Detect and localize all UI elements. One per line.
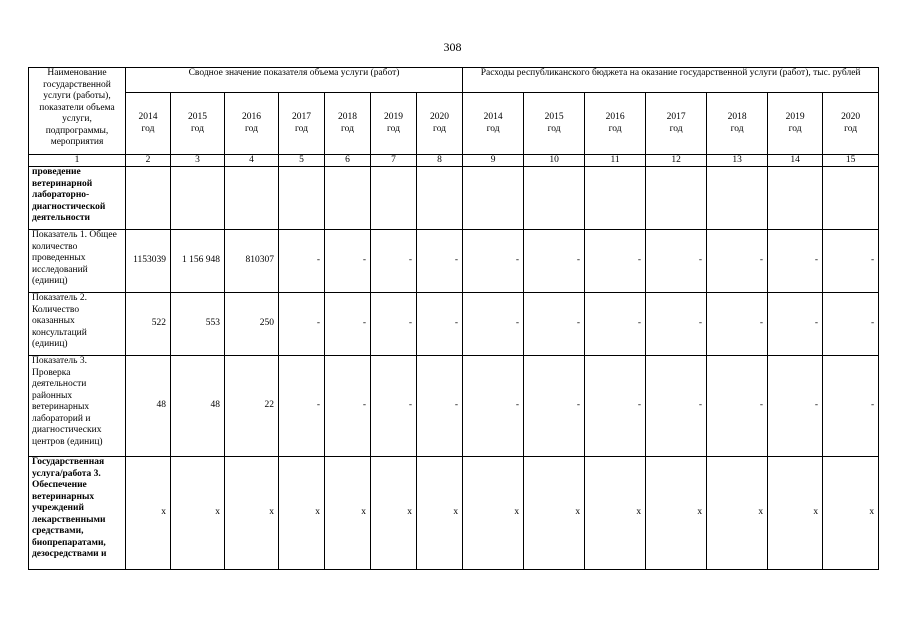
year-header-cell: 2018 год (707, 93, 768, 155)
value-cell: - (646, 293, 707, 356)
value-cell: x (126, 457, 171, 570)
year-header-cell: 2014 год (463, 93, 524, 155)
column-number-cell: 8 (417, 155, 463, 167)
value-cell: 1153039 (126, 230, 171, 293)
year-header-cell: 2020 год (823, 93, 879, 155)
column-number-cell: 10 (524, 155, 585, 167)
value-cell: 553 (171, 293, 225, 356)
header-row-years (29, 93, 879, 155)
value-cell: - (646, 356, 707, 457)
table-row (29, 230, 879, 293)
value-cell: - (823, 230, 879, 293)
value-cell: - (823, 356, 879, 457)
column-number-cell: 7 (371, 155, 417, 167)
year-header-cell: 2017 год (279, 93, 325, 155)
value-cell (823, 167, 879, 230)
value-cell: - (279, 293, 325, 356)
year-header-cell: 2015 год (171, 93, 225, 155)
value-cell: - (325, 356, 371, 457)
value-cell: - (707, 230, 768, 293)
value-cell: 48 (126, 356, 171, 457)
value-cell: - (417, 293, 463, 356)
year-header-cell: 2020 год (417, 93, 463, 155)
year-header-cell: 2019 год (371, 93, 417, 155)
value-cell: - (585, 230, 646, 293)
year-header-cell: 2018 год (325, 93, 371, 155)
value-cell: - (768, 356, 823, 457)
row-name-cell: Показатель 2. Количество оказанных консультаций (единиц) (29, 293, 126, 356)
value-cell: x (585, 457, 646, 570)
table-row (29, 167, 879, 230)
value-cell: - (524, 230, 585, 293)
value-cell: - (279, 230, 325, 293)
value-cell: - (707, 293, 768, 356)
value-cell: - (823, 293, 879, 356)
value-cell (225, 167, 279, 230)
value-cell (279, 167, 325, 230)
value-cell: 250 (225, 293, 279, 356)
volume-group-header: Сводное значение показателя объема услуги (работ) (126, 68, 463, 93)
year-header-cell: 2017 год (646, 93, 707, 155)
header-row-groups (29, 68, 879, 93)
value-cell: - (371, 293, 417, 356)
year-header-cell: 2014 год (126, 93, 171, 155)
value-cell: - (707, 356, 768, 457)
value-cell: - (325, 230, 371, 293)
header-row-column-numbers (29, 155, 879, 167)
column-number-cell: 11 (585, 155, 646, 167)
value-cell: - (463, 293, 524, 356)
table-row (29, 457, 879, 570)
table-row (29, 356, 879, 457)
value-cell (171, 167, 225, 230)
value-cell (371, 167, 417, 230)
value-cell: x (463, 457, 524, 570)
value-cell: 1 156 948 (171, 230, 225, 293)
table-row (29, 293, 879, 356)
column-number-cell: 6 (325, 155, 371, 167)
value-cell: - (325, 293, 371, 356)
column-number-cell: 3 (171, 155, 225, 167)
value-cell: 22 (225, 356, 279, 457)
value-cell: - (463, 356, 524, 457)
value-cell (585, 167, 646, 230)
row-name-cell: Показатель 3. Проверка деятельности районных ветеринарных лабораторий и диагностических центров (единиц) (29, 356, 126, 457)
value-cell: x (768, 457, 823, 570)
value-cell: - (463, 230, 524, 293)
value-cell (524, 167, 585, 230)
value-cell: x (371, 457, 417, 570)
value-cell: - (768, 293, 823, 356)
column-number-cell: 13 (707, 155, 768, 167)
year-header-cell: 2015 год (524, 93, 585, 155)
column-number-cell: 15 (823, 155, 879, 167)
value-cell: - (279, 356, 325, 457)
year-header-cell: 2016 год (225, 93, 279, 155)
value-cell: x (646, 457, 707, 570)
column-number-cell: 9 (463, 155, 524, 167)
value-cell: - (524, 293, 585, 356)
value-cell: - (585, 356, 646, 457)
value-cell: - (417, 356, 463, 457)
column-number-cell: 4 (225, 155, 279, 167)
value-cell: x (325, 457, 371, 570)
value-cell: x (171, 457, 225, 570)
value-cell: x (707, 457, 768, 570)
value-cell: x (417, 457, 463, 570)
row-name-cell: Показатель 1. Общее количество проведенных исследований (единиц) (29, 230, 126, 293)
year-header-cell: 2019 год (768, 93, 823, 155)
value-cell: - (524, 356, 585, 457)
value-cell: x (225, 457, 279, 570)
value-cell (417, 167, 463, 230)
data-table (28, 67, 879, 570)
value-cell: x (279, 457, 325, 570)
column-number-cell: 14 (768, 155, 823, 167)
column-number-cell: 1 (29, 155, 126, 167)
value-cell: - (768, 230, 823, 293)
value-cell: - (371, 356, 417, 457)
value-cell (707, 167, 768, 230)
year-header-cell: 2016 год (585, 93, 646, 155)
value-cell: - (646, 230, 707, 293)
value-cell: 522 (126, 293, 171, 356)
column-number-cell: 12 (646, 155, 707, 167)
column-number-cell: 5 (279, 155, 325, 167)
value-cell (325, 167, 371, 230)
value-cell: - (585, 293, 646, 356)
value-cell (126, 167, 171, 230)
row-name-cell: Государственная услуга/работа 3. Обеспечение ветеринарных учреждений лекарственными средствами, биопрепаратами, дезосредствами и (29, 457, 126, 570)
name-column-header: Наименование государственной услуги (работы), показатели объема услуги, подпрограммы, мероприятия (29, 68, 126, 155)
column-number-cell: 2 (126, 155, 171, 167)
value-cell: x (524, 457, 585, 570)
budget-group-header: Расходы республиканского бюджета на оказание государственной услуги (работ), тыс. рублей (463, 68, 879, 93)
row-name-cell: проведение ветеринарной лабораторно-диагностической деятельности (29, 167, 126, 230)
value-cell: 810307 (225, 230, 279, 293)
value-cell: x (823, 457, 879, 570)
value-cell: - (417, 230, 463, 293)
value-cell (646, 167, 707, 230)
value-cell: 48 (171, 356, 225, 457)
value-cell: - (371, 230, 417, 293)
table-body (29, 167, 879, 570)
value-cell (768, 167, 823, 230)
page-number: 308 (443, 40, 462, 54)
value-cell (463, 167, 524, 230)
